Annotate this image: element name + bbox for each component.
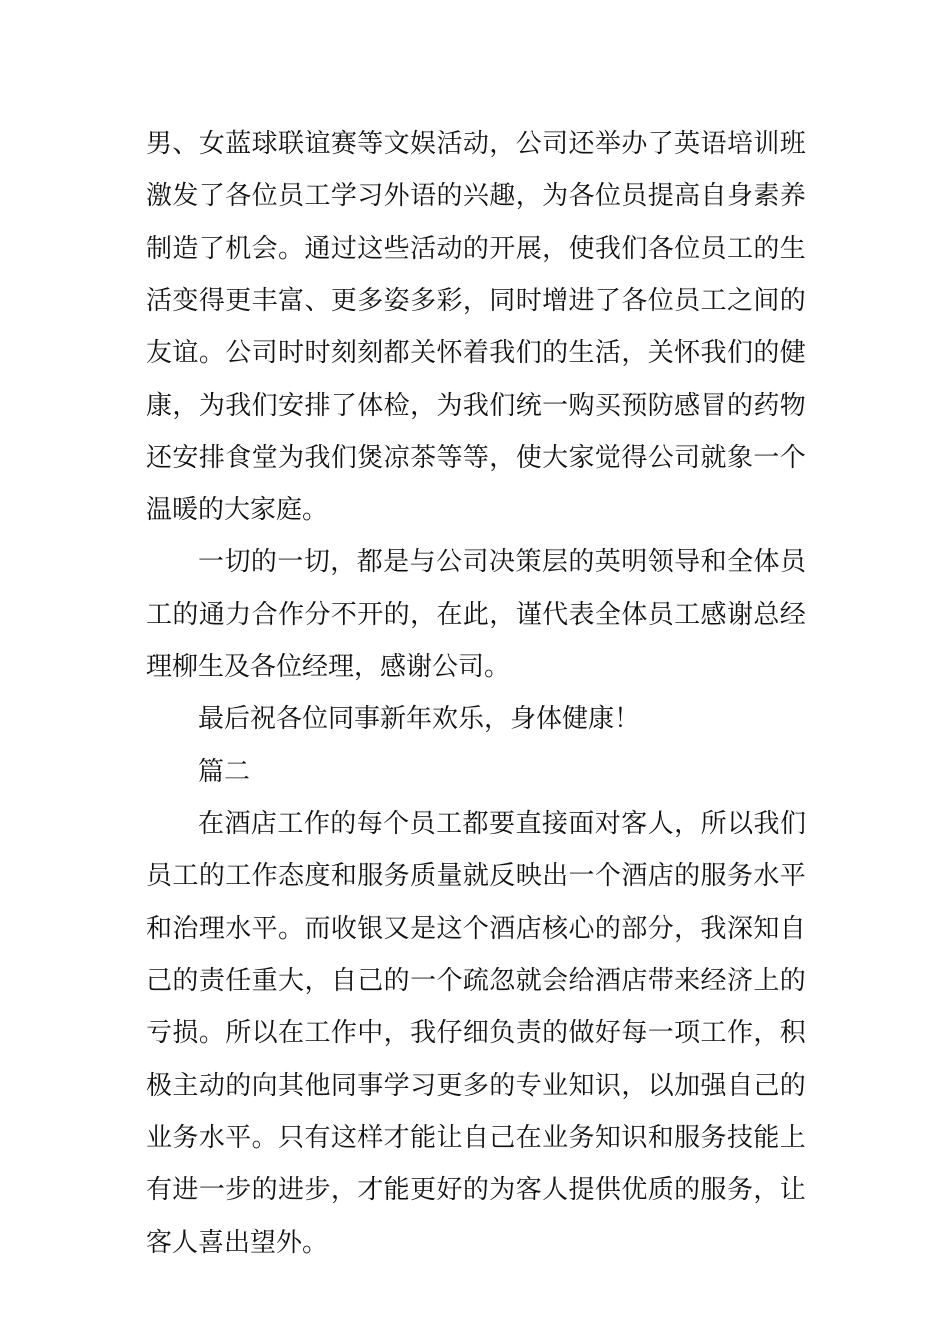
text-line: 活 变 得 更 丰 富 、 更 多 姿 多 彩 ， 同 时 增 进 了 各 位 员 工 之 间 的 bbox=[146, 286, 806, 316]
closing-line: 最后祝各位同事新年欢乐，身体健康！ bbox=[198, 704, 641, 734]
text-line: 有 进 一 步 的 进 步 ， 才 能 更 好 的 为 客 人 提 供 优 质 的 服 务 ， 让 bbox=[146, 1175, 806, 1205]
paragraph-first-line: 在 酒 店 工 作 的 每 个 员 工 都 要 直 接 面 对 客 人 ， 所 以 我 们 bbox=[198, 809, 806, 839]
text-line: 客人喜出望外。 bbox=[146, 1228, 329, 1258]
text-line: 员 工 的 工 作 态 度 和 服 务 质 量 就 反 映 出 一 个 酒 店 的 服 务 水 平 bbox=[146, 861, 806, 891]
text-line: 温暖的大家庭。 bbox=[146, 495, 329, 525]
text-line: 和 治 理 水 平 。 而 收 银 又 是 这 个 酒 店 核 心 的 部 分 ， 我 深 知 自 bbox=[146, 914, 806, 944]
text-line: 还 安 排 食 堂 为 我 们 煲 凉 茶 等 等 ， 使 大 家 觉 得 公 司 就 象 一 个 bbox=[146, 443, 806, 473]
text-line: 理柳生及各位经理，感谢公司。 bbox=[146, 652, 511, 682]
text-line: 男 、 女 蓝 球 联 谊 赛 等 文 娱 活 动 ， 公 司 还 举 办 了 英 语 培 训 班 bbox=[146, 129, 806, 159]
section-heading: 篇二 bbox=[198, 757, 251, 787]
text-line: 制 造 了 机 会 。 通 过 这 些 活 动 的 开 展 ， 使 我 们 各 位 员 工 的 生 bbox=[146, 234, 806, 264]
text-line: 极 主 动 的 向 其 他 同 事 学 习 更 多 的 专 业 知 识 ， 以 加 强 自 己 的 bbox=[146, 1071, 806, 1101]
text-line: 工 的 通 力 合 作 分 不 开 的 ， 在 此 ， 谨 代 表 全 体 员 工 感 谢 总 经 bbox=[146, 600, 806, 630]
paragraph-first-line: 一 切 的 一 切 ， 都 是 与 公 司 决 策 层 的 英 明 领 导 和 全 体 员 bbox=[198, 547, 806, 577]
text-line: 亏 损 。 所 以 在 工 作 中 ， 我 仔 细 负 责 的 做 好 每 一 项 工 作 ， 积 bbox=[146, 1018, 806, 1048]
text-line: 康 ， 为 我 们 安 排 了 体 检 ， 为 我 们 统 一 购 买 预 防 感 冒 的 药 物 bbox=[146, 391, 806, 421]
text-line: 业 务 水 平 。 只 有 这 样 才 能 让 自 己 在 业 务 知 识 和 服 务 技 能 上 bbox=[146, 1123, 806, 1153]
text-line: 激 发 了 各 位 员 工 学 习 外 语 的 兴 趣 ， 为 各 位 员 提 高 自 身 素 养 bbox=[146, 181, 806, 211]
text-line: 己 的 责 任 重 大 ， 自 己 的 一 个 疏 忽 就 会 给 酒 店 带 来 经 济 上 的 bbox=[146, 966, 806, 996]
text-line: 友 谊 。 公 司 时 时 刻 刻 都 关 怀 着 我 们 的 生 活 ， 关 怀 我 们 的 健 bbox=[146, 338, 806, 368]
